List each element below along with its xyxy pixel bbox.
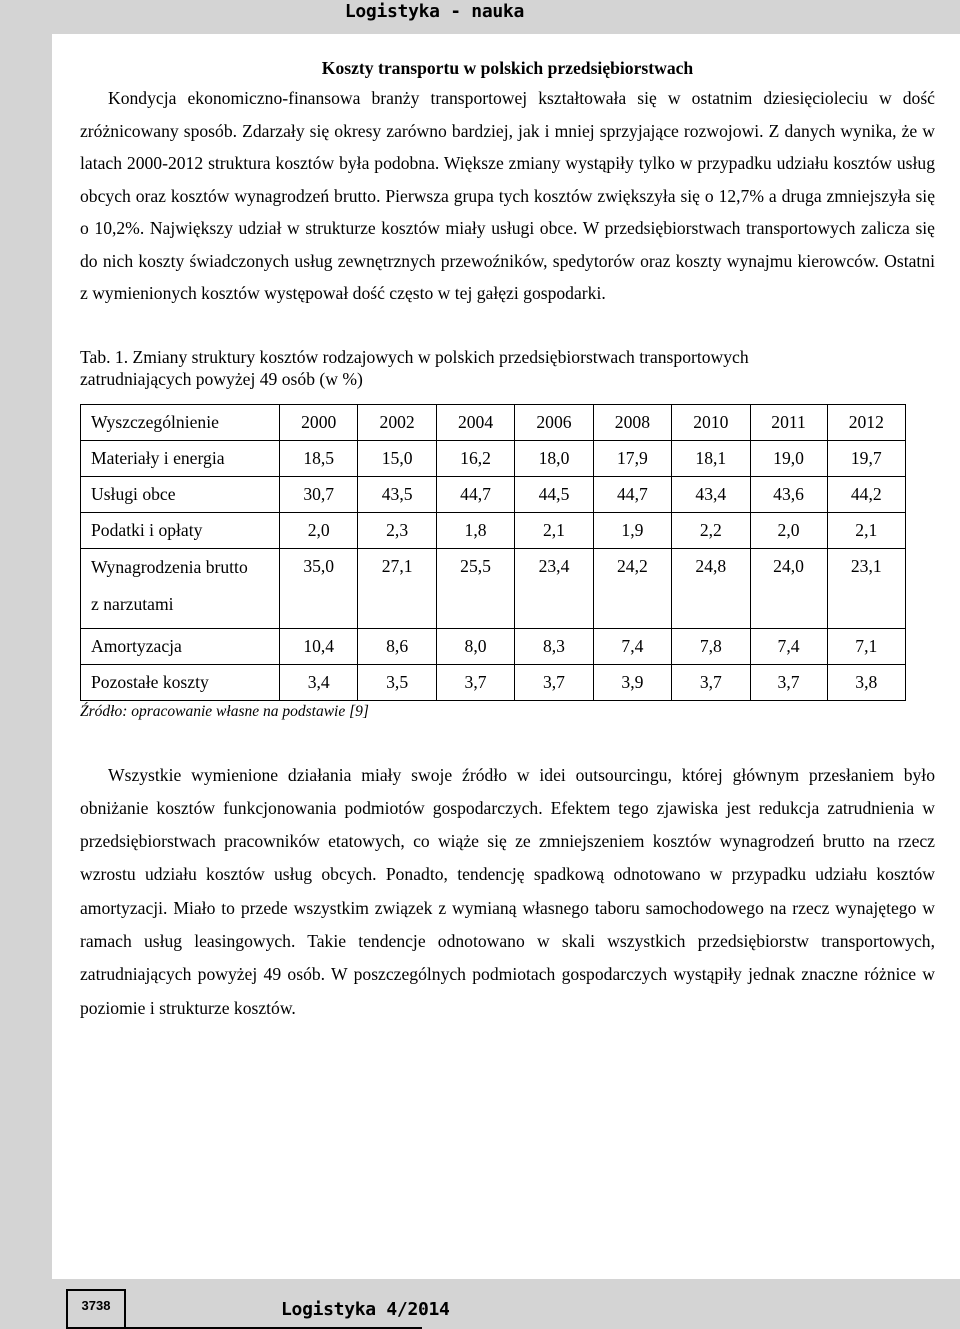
header-cell: 2000 <box>280 404 358 440</box>
page-number: 3738 <box>81 1298 111 1313</box>
value-cell: 35,0 <box>280 548 358 628</box>
table-caption-line-1: Tab. 1. Zmiany struktury kosztów rodzajowych w polskich przedsiębiorstwach transportowych <box>80 346 749 367</box>
table-caption-line-2: zatrudniających powyżej 49 osób (w %) <box>80 368 363 389</box>
paragraph-1: Kondycja ekonomiczno-finansowa branży transportowej kształtowała się w ostatnim dziesięcioleciu w dość zróżnicowany sposób. Zdarzały się okresy zarówno bardziej, jak i mniej sprzyjające rozwojowi. Z danych wynika, że w latach 2000-2012 struktura kosztów była podobna. Większe zmiany wystąpiły tylko w przypadku udziału kosztów usług obcych oraz kosztów wynagrodzeń brutto. Pierwsza grupa tych kosztów zwiększyła się o 12,7% a druga zmniejszyła się o 10,2%. Największy udział w strukturze kosztów miały usługi obce. W przedsiębiorstwach transportowych zalicza się do nich koszty świadczonych usług zewnętrznych przewoźników, spedytorów oraz koszty wynajmu kierowców. Ostatni z wymienionych kosztów występował dość często w tej gałęzi gospodarki. <box>80 88 935 303</box>
value-cell: 23,4 <box>515 548 593 628</box>
value-cell: 3,7 <box>436 664 514 700</box>
value-cell: 10,4 <box>280 628 358 664</box>
article-body <box>80 56 935 1025</box>
value-cell: 3,7 <box>515 664 593 700</box>
value-cell: 43,4 <box>672 476 750 512</box>
value-cell: 43,5 <box>358 476 436 512</box>
row-label <box>81 628 280 664</box>
header-cell: Wyszczególnienie <box>81 404 280 440</box>
value-cell: 44,2 <box>827 476 905 512</box>
header-cell: 2008 <box>593 404 671 440</box>
value-cell: 15,0 <box>358 440 436 476</box>
row-label <box>81 476 280 512</box>
value-cell: 16,2 <box>436 440 514 476</box>
table-body <box>81 404 906 700</box>
row-label-line: Pozostałe koszty <box>91 671 209 692</box>
value-cell: 7,1 <box>827 628 905 664</box>
header-cell: 2011 <box>750 404 827 440</box>
value-cell: 2,3 <box>358 512 436 548</box>
row-label <box>81 548 280 628</box>
value-cell: 3,8 <box>827 664 905 700</box>
header-cell: 2004 <box>436 404 514 440</box>
page-number-box <box>66 1289 126 1329</box>
row-label-line: Wynagrodzenia brutto <box>91 556 248 577</box>
value-cell: 2,2 <box>672 512 750 548</box>
value-cell: 30,7 <box>280 476 358 512</box>
cost-structure-table <box>80 404 906 701</box>
table-row <box>81 440 906 476</box>
value-cell: 19,7 <box>827 440 905 476</box>
value-cell: 7,8 <box>672 628 750 664</box>
row-label-line: z narzutami <box>91 593 174 614</box>
table-row <box>81 548 906 628</box>
header-cell: 2010 <box>672 404 750 440</box>
value-cell: 1,9 <box>593 512 671 548</box>
value-cell: 18,0 <box>515 440 593 476</box>
table-row <box>81 628 906 664</box>
table-header-row <box>81 404 906 440</box>
value-cell: 3,7 <box>672 664 750 700</box>
row-label <box>81 440 280 476</box>
value-cell: 44,5 <box>515 476 593 512</box>
paragraph-2: Wszystkie wymienione działania miały swoje źródło w idei outsourcingu, której głównym przesłaniem było obniżanie kosztów funkcjonowania podmiotów gospodarczych. Efektem tego zjawiska jest redukcja zatrudnienia w przedsiębiorstwach pracowników etatowych, co wiąże się ze zmniejszeniem kosztów wynagrodzeń brutto na rzecz wzrostu udziału kosztów usług obcych. Ponadto, tendencję spadkową odnotowano w przypadku udziału kosztów amortyzacji. Miało to przede wszystkim związek z wymianą własnego taboru samochodowego na rzecz wynajętego w ramach usług leasingowych. Takie tendencje odnotowano w skali wszystkich przedsiębiorstw transportowych, zatrudniających powyżej 49 osób. W poszczególnych podmiotach gospodarczych wystąpiły jednak znaczne różnice w poziomie i strukturze kosztów. <box>80 764 935 1018</box>
value-cell: 24,0 <box>750 548 827 628</box>
value-cell: 44,7 <box>436 476 514 512</box>
value-cell: 19,0 <box>750 440 827 476</box>
table-row <box>81 512 906 548</box>
header-cell: 2002 <box>358 404 436 440</box>
value-cell: 44,7 <box>593 476 671 512</box>
running-header-title: Logistyka - nauka <box>344 1 524 22</box>
header-cell: 2006 <box>515 404 593 440</box>
section-title: Koszty transportu w polskich przedsiębiorstwach <box>321 58 694 78</box>
value-cell: 2,0 <box>750 512 827 548</box>
value-cell: 8,3 <box>515 628 593 664</box>
journal-footer: Logistyka 4/2014 <box>281 1299 450 1320</box>
row-label-line: Podatki i opłaty <box>91 519 203 540</box>
value-cell: 3,9 <box>593 664 671 700</box>
value-cell: 17,9 <box>593 440 671 476</box>
row-label-line: Usługi obce <box>91 483 176 504</box>
value-cell: 2,1 <box>827 512 905 548</box>
value-cell: 25,5 <box>436 548 514 628</box>
table-caption <box>80 346 935 390</box>
table-source: Źródło: opracowanie własne na podstawie [9] <box>80 702 369 720</box>
value-cell: 2,0 <box>280 512 358 548</box>
value-cell: 23,1 <box>827 548 905 628</box>
row-label-line: Materiały i energia <box>91 447 225 468</box>
value-cell: 43,6 <box>750 476 827 512</box>
value-cell: 7,4 <box>750 628 827 664</box>
row-label <box>81 512 280 548</box>
value-cell: 18,1 <box>672 440 750 476</box>
value-cell: 8,6 <box>358 628 436 664</box>
header-cell: 2012 <box>827 404 905 440</box>
value-cell: 24,8 <box>672 548 750 628</box>
value-cell: 18,5 <box>280 440 358 476</box>
value-cell: 24,2 <box>593 548 671 628</box>
row-label-line: Amortyzacja <box>91 635 182 656</box>
value-cell: 3,7 <box>750 664 827 700</box>
value-cell: 7,4 <box>593 628 671 664</box>
value-cell: 3,5 <box>358 664 436 700</box>
table-row <box>81 664 906 700</box>
table-row <box>81 476 906 512</box>
value-cell: 3,4 <box>280 664 358 700</box>
value-cell: 2,1 <box>515 512 593 548</box>
header-bar <box>0 0 960 26</box>
value-cell: 27,1 <box>358 548 436 628</box>
value-cell: 1,8 <box>436 512 514 548</box>
value-cell: 8,0 <box>436 628 514 664</box>
row-label <box>81 664 280 700</box>
